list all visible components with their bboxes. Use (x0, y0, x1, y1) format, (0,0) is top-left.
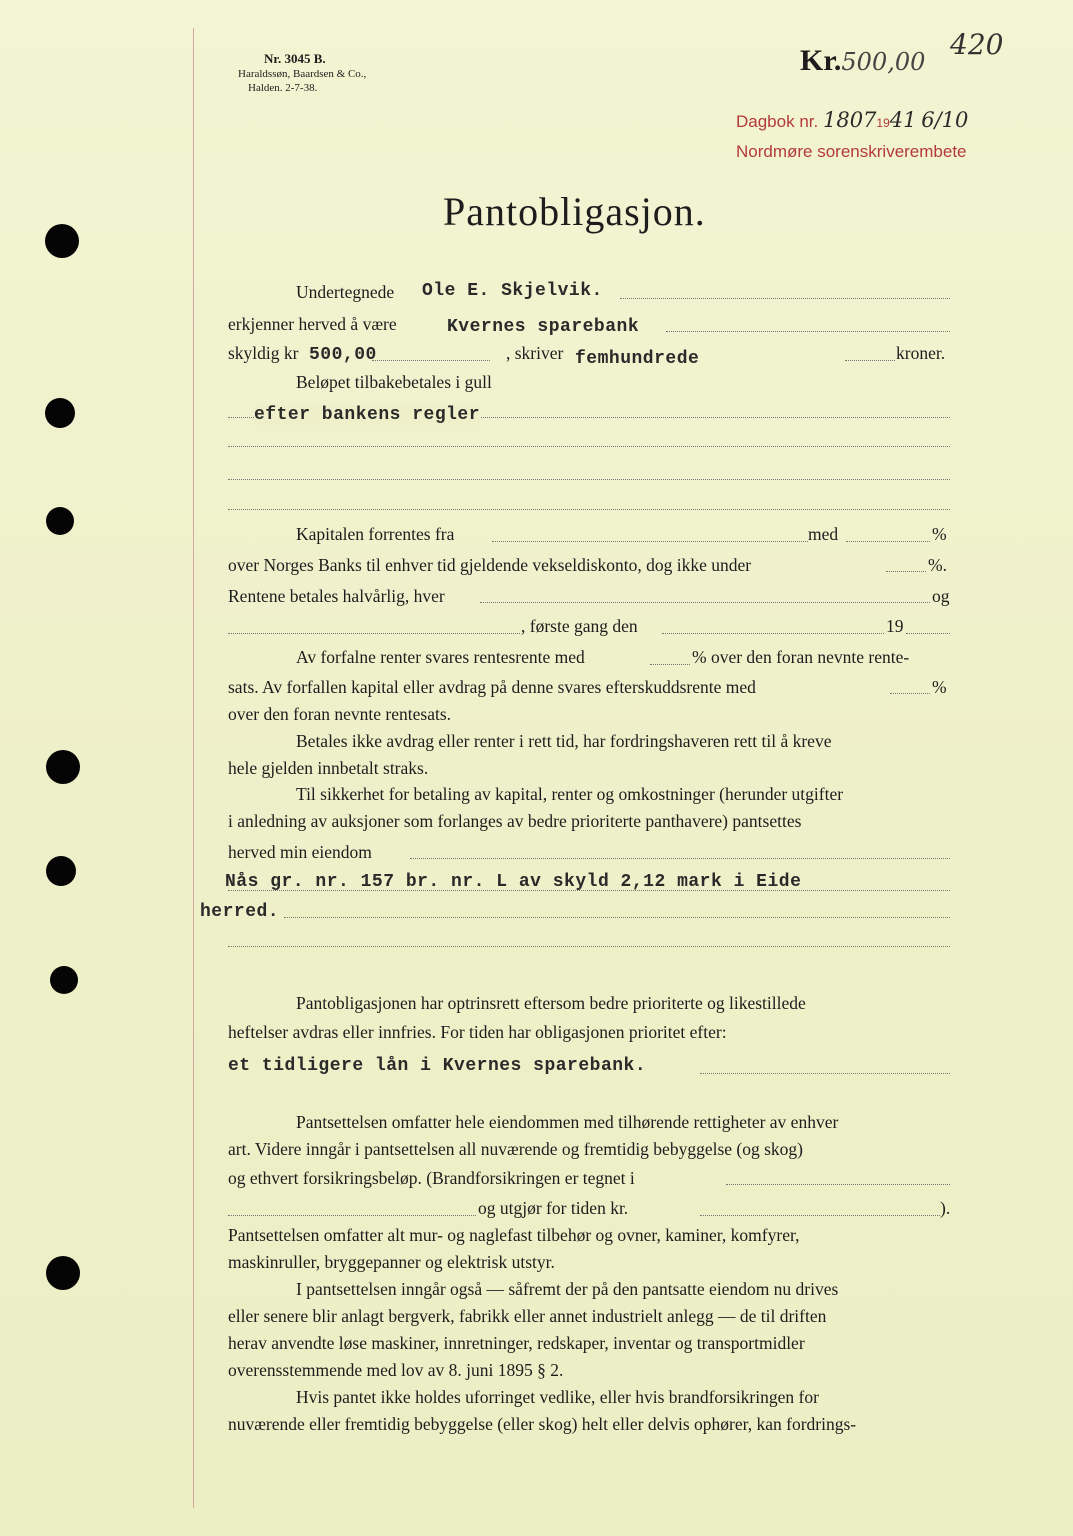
document-title: Pantobligasjon. (443, 189, 706, 234)
dotted-leader (228, 890, 950, 891)
date-value: 6/10 (921, 108, 969, 132)
rentene-label: Rentene betales halvårlig, hver (228, 586, 445, 606)
dotted-leader (410, 858, 950, 859)
prioritet-line-1: Pantobligasjonen har optrinsrett eftersom bedre prioriterte og likestillede (296, 993, 806, 1013)
betales-line-1: Betales ikke avdrag eller renter i rett tid, har fordringshaveren rett til å kreve (296, 731, 832, 751)
dotted-leader (726, 1184, 950, 1185)
med-label: med (808, 524, 839, 544)
erkjenner-label: erkjenner herved å være (228, 314, 397, 334)
skyldig-label: skyldig kr (228, 343, 299, 363)
bergverk-line-4: overensstemmende med lov av 8. juni 1895 § 2. (228, 1360, 564, 1380)
prioritet-value: et tidligere lån i Kvernes sparebank. (228, 1056, 647, 1076)
registration-stamp (736, 108, 968, 132)
over-den-foran-1: % over den foran nevnte rente- (692, 647, 910, 667)
dotted-leader (846, 541, 930, 542)
bergverk-line-1: I pantsettelsen inngår også — såfremt der på den pantsatte eiendom nu drives (296, 1279, 839, 1299)
blank-line (228, 479, 950, 480)
property-line-1: Nås gr. nr. 157 br. nr. L av skyld 2,12 mark i Eide (225, 872, 802, 892)
year-prefix: 19 (876, 116, 890, 130)
creditor-value: Kvernes sparebank (447, 317, 640, 337)
dotted-leader (886, 571, 926, 572)
printer-imprint (238, 52, 366, 95)
skriver-label: , skriver (506, 343, 564, 363)
betales-line-2: hele gjelden innbetalt straks. (228, 758, 429, 778)
forste-gang-label: , første gang den (521, 616, 638, 636)
property-line-2: herred. (200, 902, 280, 922)
dagbok-entry: 1807 (822, 108, 877, 132)
belopet-label: Beløpet tilbakebetales i gull (296, 372, 492, 392)
utgjor-label: og utgjør for tiden kr. (478, 1198, 629, 1218)
over-norges-line: over Norges Banks til enhver tid gjeldende vekseldiskonto, dog ikke under (228, 555, 752, 575)
year-19: 19 (886, 616, 904, 636)
dotted-leader (890, 693, 930, 694)
office-stamp: Nordmøre sorenskriverembete (736, 142, 967, 161)
kroner-label: kroner. (896, 343, 946, 363)
sats-line: sats. Av forfallen kapital eller avdrag på denne svares efterskuddsrente med (228, 677, 756, 697)
belopet-value: efter bankens regler (254, 405, 481, 425)
margin-rule (193, 28, 194, 1508)
dotted-leader (492, 541, 808, 542)
pct-sign-2: %. (928, 555, 947, 575)
mur-line-2: maskinruller, bryggepanner og elektrisk utstyr. (228, 1252, 555, 1272)
dotted-leader (228, 1215, 476, 1216)
blank-line (228, 509, 950, 510)
sikkerhet-line-1: Til sikkerhet for betaling av kapital, renter og omkostninger (herunder utgifter (296, 784, 844, 804)
publisher: Haraldssøn, Baardsen & Co., (238, 68, 367, 80)
dotted-leader (228, 633, 520, 634)
dotted-leader (666, 331, 950, 332)
page-number: 420 (950, 28, 1004, 61)
blank-line (228, 446, 950, 447)
dotted-leader (620, 298, 950, 299)
dotted-leader (480, 602, 930, 603)
form-number: Nr. 3045 B. (264, 51, 326, 66)
dotted-leader (906, 633, 950, 634)
punch-hole-5 (46, 856, 76, 886)
place-date: Halden. 2-7-38. (248, 82, 318, 94)
av-forfalne-label: Av forfalne renter svares rentesrente med (296, 647, 585, 667)
pct-sign-3: % (932, 677, 947, 697)
skyldig-value: 500,00 (309, 345, 377, 365)
blank-line (228, 946, 950, 947)
herved-label: herved min eiendom (228, 842, 372, 862)
dotted-leader (845, 360, 895, 361)
amount-value: 500,00 (841, 48, 926, 76)
punch-hole-1 (45, 224, 79, 258)
dotted-leader (650, 664, 690, 665)
omfatter-line-3: og ethvert forsikringsbeløp. (Brandforsikringen er tegnet i (228, 1168, 635, 1188)
skriver-value: femhundrede (575, 349, 700, 369)
pct-sign: % (932, 524, 947, 544)
dotted-leader (284, 917, 950, 918)
punch-hole-2 (45, 398, 75, 428)
hvis-line-1: Hvis pantet ikke holdes uforringet vedlike, eller hvis brandforsikringen for (296, 1387, 819, 1407)
dotted-leader (700, 1073, 950, 1074)
dotted-leader (700, 1215, 940, 1216)
kapitalen-label: Kapitalen forrentes fra (296, 524, 455, 544)
punch-hole-4 (46, 750, 80, 784)
year-value: 41 (889, 108, 917, 132)
punch-hole-6 (50, 966, 78, 994)
og-label: og (932, 586, 950, 606)
sikkerhet-line-2: i anledning av auksjoner som forlanges av bedre prioriterte panthavere) pantsettes (228, 811, 802, 831)
dotted-leader (662, 633, 884, 634)
over-den-foran-2: over den foran nevnte rentesats. (228, 704, 452, 724)
dagbok-label: Dagbok nr. (736, 112, 819, 131)
omfatter-line-1: Pantsettelsen omfatter hele eiendommen med tilhørende rettigheter av enhver (296, 1112, 839, 1132)
bergverk-line-3: herav anvendte løse maskiner, innretninger, redskaper, inventar og transportmidler (228, 1333, 805, 1353)
bergverk-line-2: eller senere blir anlagt bergverk, fabrikk eller annet industrielt anlegg — de til driften (228, 1306, 827, 1326)
undertegnede-value: Ole E. Skjelvik. (422, 281, 603, 301)
punch-hole-7 (46, 1256, 80, 1290)
dotted-leader (372, 360, 490, 361)
amount (800, 44, 925, 78)
prioritet-line-2: heftelser avdras eller innfries. For tiden har obligasjonen prioritet efter: (228, 1022, 727, 1042)
omfatter-line-2: art. Videre inngår i pantsettelsen all nuværende og fremtidig bebyggelse (og skog) (228, 1139, 803, 1159)
hvis-line-2: nuværende eller fremtidig bebyggelse (eller skog) helt eller delvis ophører, kan fordrings- (228, 1414, 857, 1434)
undertegnede-label: Undertegnede (296, 282, 395, 302)
punch-hole-3 (46, 507, 74, 535)
close-paren: ). (940, 1198, 951, 1218)
amount-label: Kr. (800, 44, 842, 77)
mur-line-1: Pantsettelsen omfatter alt mur- og naglefast tilbehør og ovner, kaminer, komfyrer, (228, 1225, 800, 1245)
